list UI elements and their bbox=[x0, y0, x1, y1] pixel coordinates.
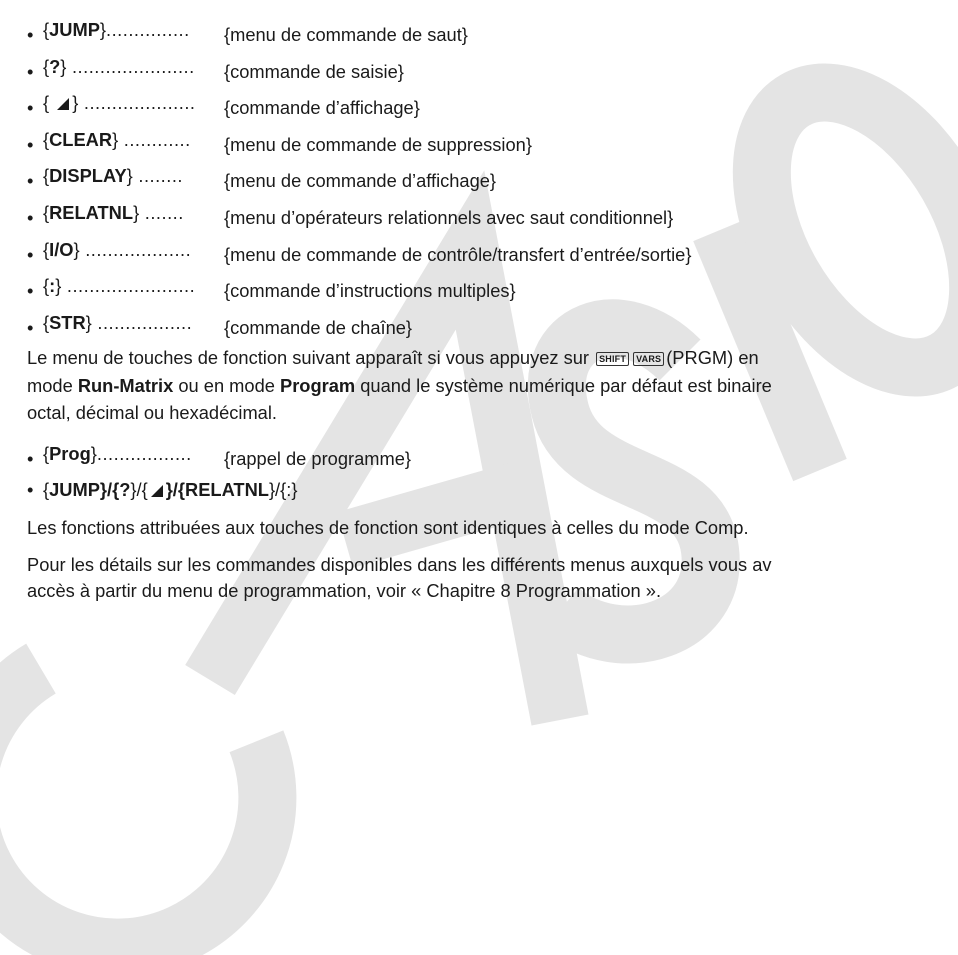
list-item-jump: • {JUMP}............... {menu de commande de saut} bbox=[27, 19, 468, 45]
command-list-2 bbox=[27, 443, 958, 502]
paragraph-function-menu: Le menu de touches de fonction suivant apparaît si vous appuyez sur SHIFT VARS (PRGM) en mode Run-Matrix ou en mode Program quand le système numérique par défaut est binaire octal, décimal ou hexadécimal. bbox=[27, 347, 772, 424]
term-str: STR bbox=[49, 311, 86, 333]
command-list bbox=[27, 19, 958, 338]
list-item-io: • {I/O} ................... {menu de commande de contrôle/transfert d’entrée/sortie} bbox=[27, 238, 692, 265]
desc-colon: {commande d’instructions multiples} bbox=[224, 280, 516, 302]
term-display: DISPLAY bbox=[49, 165, 127, 187]
mode-run-matrix: Run-Matrix bbox=[77, 374, 174, 396]
list-item-relatnl: • {RELATNL} ....... {menu d’opérateurs relationnels avec saut conditionnel} bbox=[27, 201, 674, 228]
display-triangle-icon bbox=[57, 98, 69, 110]
desc-clear: {menu de commande de suppression} bbox=[224, 133, 532, 155]
list-item-display: • {DISPLAY} ........ {menu de commande d’affichage} bbox=[27, 165, 497, 192]
term-colon: : bbox=[49, 275, 56, 297]
desc-jump: {menu de commande de saut} bbox=[224, 24, 468, 45]
list-item-display-triangle: • { } .................... {commande d’affichage} bbox=[27, 92, 420, 119]
list-item-str: • {STR} ................. {commande de chaîne} bbox=[27, 311, 413, 338]
shift-key-icon: SHIFT bbox=[596, 352, 629, 366]
list-item-clear: • {CLEAR} ............ {menu de commande de suppression} bbox=[27, 128, 532, 155]
desc-relatnl: {menu d’opérateurs relationnels avec saut conditionnel} bbox=[224, 206, 674, 228]
vars-key-icon: VARS bbox=[633, 352, 664, 366]
document-body bbox=[27, 19, 958, 614]
desc-display: {commande d’affichage} bbox=[224, 97, 420, 119]
term-prog: Prog bbox=[49, 442, 91, 464]
term-question: ? bbox=[49, 55, 61, 77]
desc-io: {menu de commande de contrôle/transfert d’entrée/sortie} bbox=[224, 243, 692, 265]
paragraph-details: Pour les détails sur les commandes disponibles dans les différents menus auxquels vous av accès à partir du menu de programmation, voir « Chapitre 8 Programmation ». bbox=[27, 553, 772, 601]
desc-prog: {rappel de programme} bbox=[224, 447, 411, 469]
term-relatnl: RELATNL bbox=[49, 201, 134, 223]
list-item-input: • {?} ...................... {commande de saisie} bbox=[27, 55, 404, 82]
display-triangle-icon bbox=[151, 485, 163, 497]
paragraph-comp-mode: Les fonctions attribuées aux touches de fonction sont identiques à celles du mode Comp. bbox=[27, 517, 749, 539]
list-item-colon: • {:} ....................... {commande d’instructions multiples} bbox=[27, 275, 516, 302]
list-item-prog: • {Prog}................. {rappel de programme} bbox=[27, 442, 411, 469]
desc-display-menu: {menu de commande d’affichage} bbox=[224, 170, 497, 192]
list-item-jump-combo: • {JUMP}/{?}/{ }/{RELATNL}/{:} bbox=[27, 479, 298, 501]
desc-str: {commande de chaîne} bbox=[224, 316, 413, 338]
term-jump: JUMP bbox=[49, 19, 100, 40]
term-clear: CLEAR bbox=[49, 128, 113, 150]
desc-input: {commande de saisie} bbox=[224, 60, 404, 82]
term-io: I/O bbox=[49, 238, 74, 260]
mode-program: Program bbox=[280, 374, 356, 396]
